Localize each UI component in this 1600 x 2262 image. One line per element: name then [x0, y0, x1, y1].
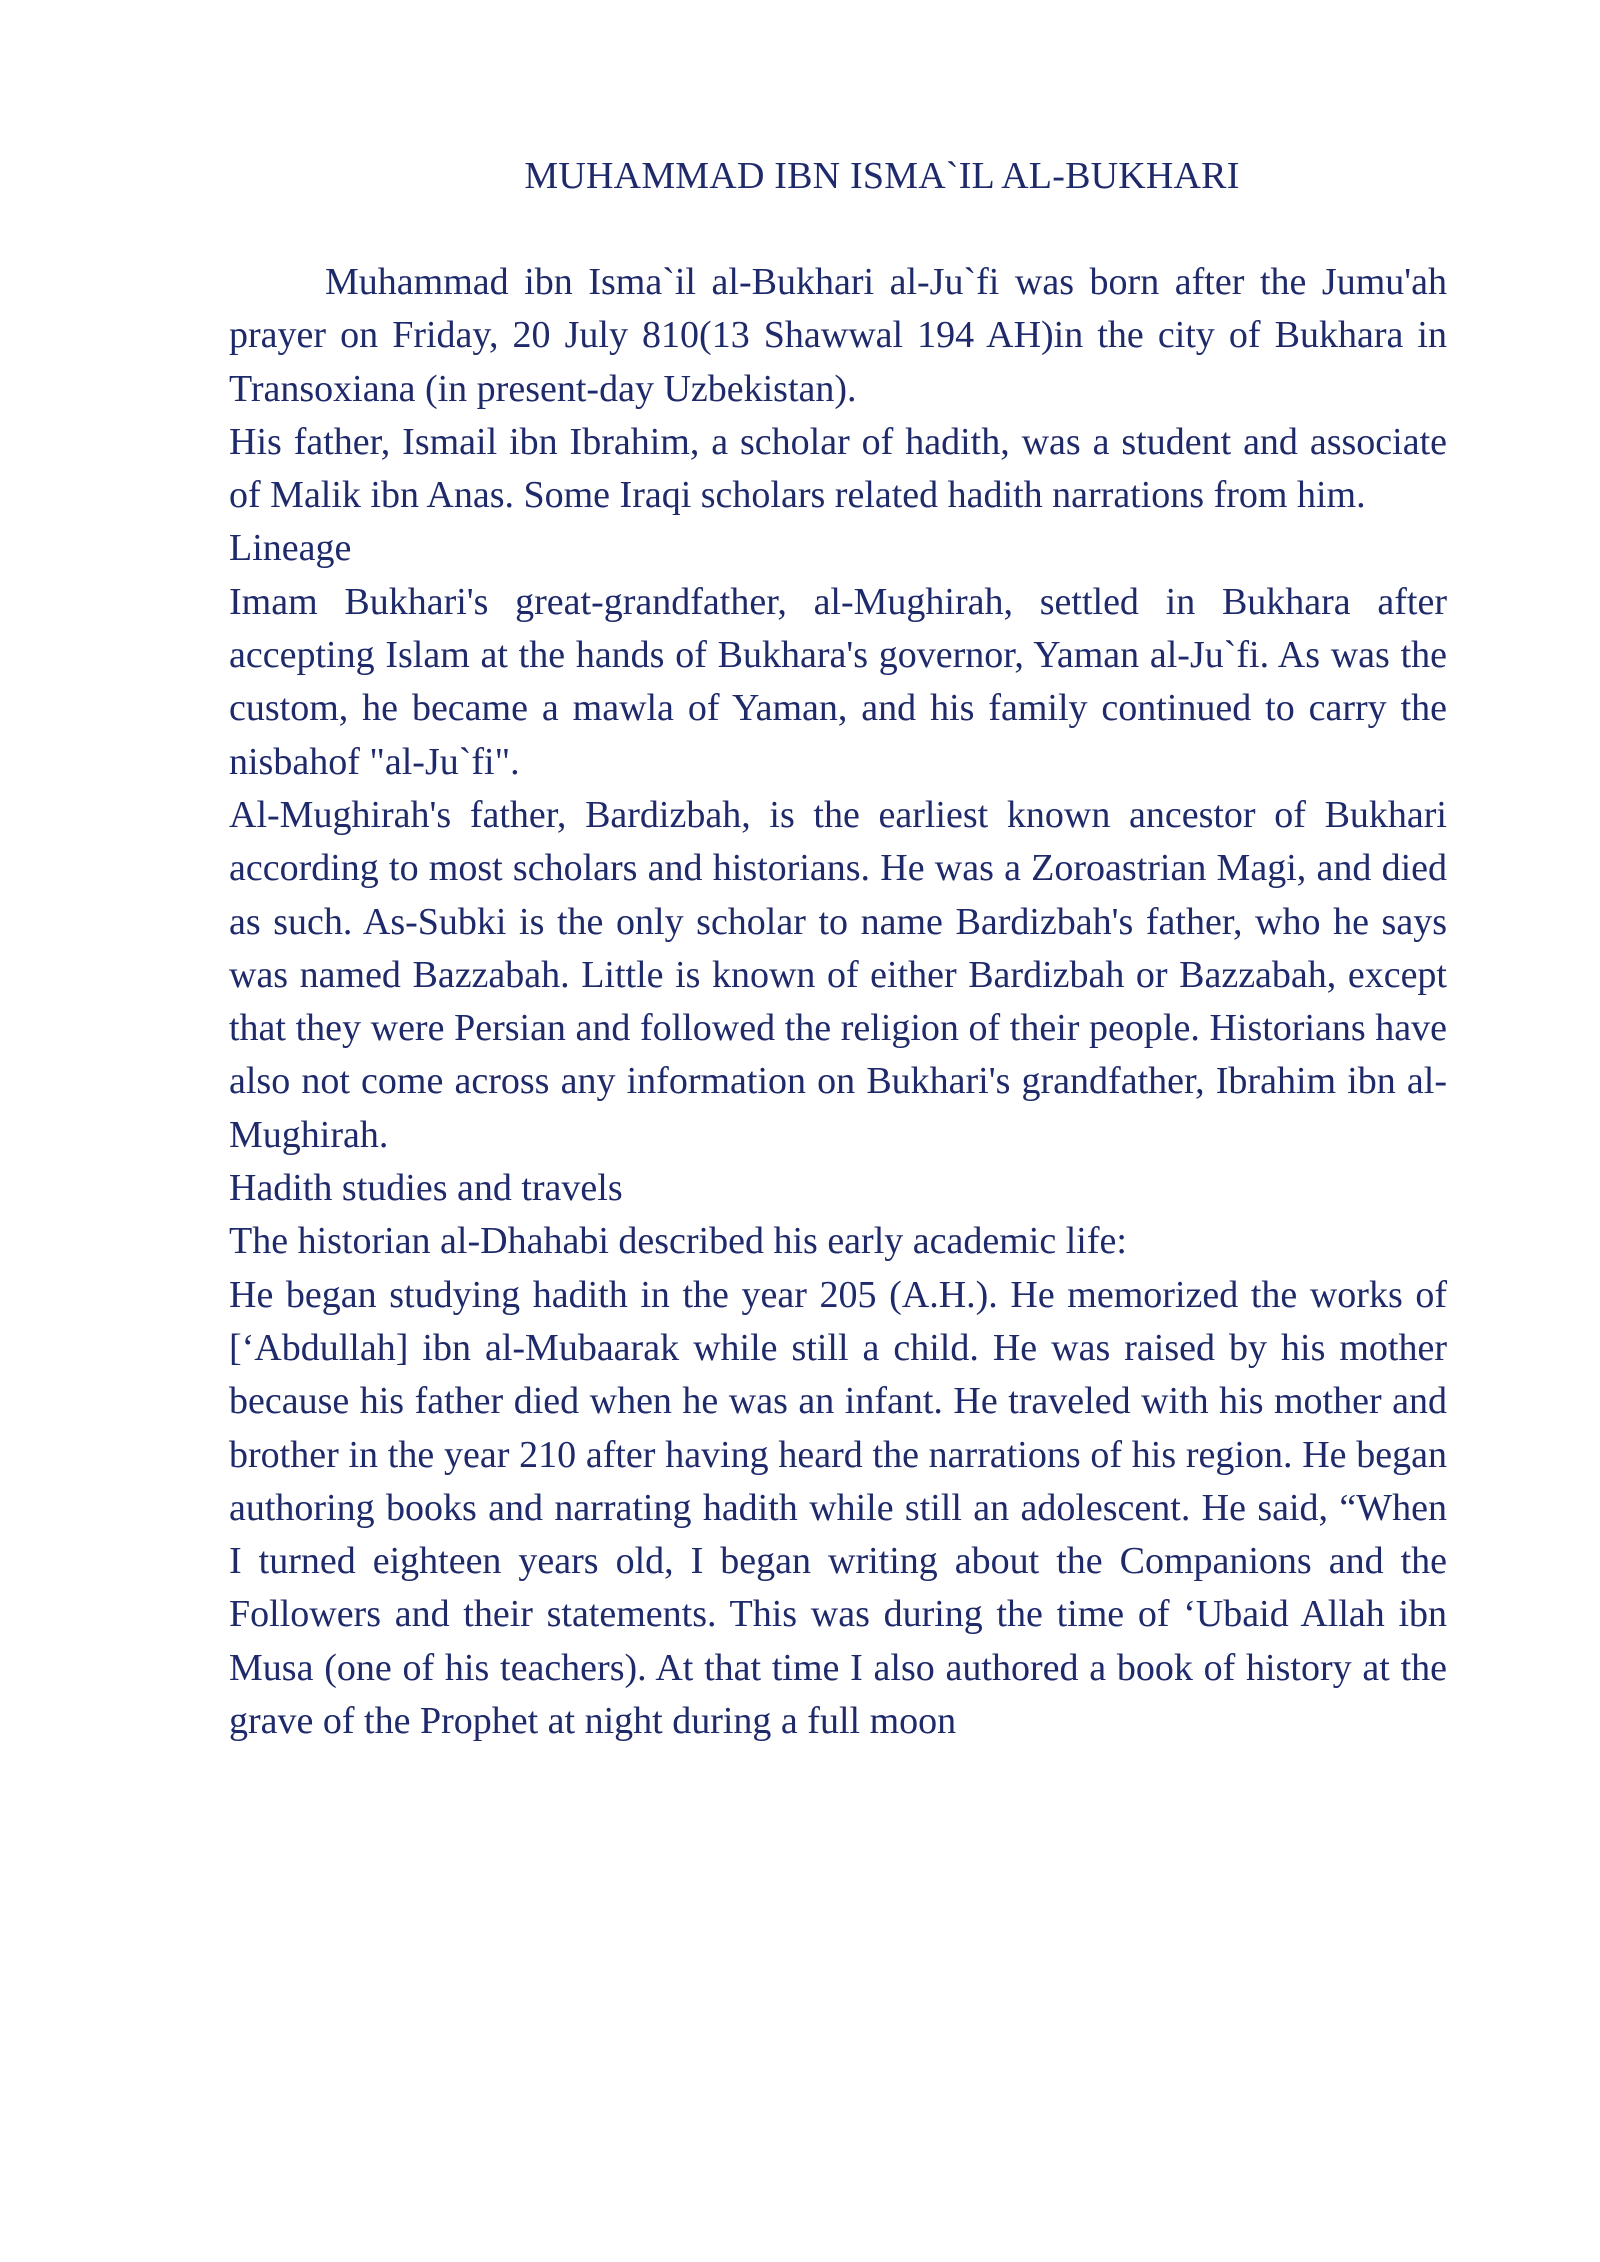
paragraph-dhahabi-intro: The historian al-Dhahabi described his early academic life:	[229, 1220, 1127, 1263]
paragraph-birth: Muhammad ibn Isma`il al-Bukhari al-Ju`fi was born after the Jumu'ah prayer on Friday, 20 July 810(13 Shawwal 194 AH)in the city of Bukhara in Transoxiana (in present-day Uzbekistan).	[229, 261, 1447, 410]
document-title: MUHAMMAD IBN ISMA`IL AL-BUKHARI	[524, 155, 1240, 197]
paragraph-early-life: He began studying hadith in the year 205 (A.H.). He memorized the works of [‘Abdullah] ibn al-Mubaarak while still a child. He was raised by his mother because his father died when he was an infant. He traveled with his mother and brother in the year 210 after having heard the narrations of his region. He began authoring books and narrating hadith while still an adolescent. He said, “When I turned eighteen years old, I began writing about the Companions and the Followers and their statements. This was during the time of ‘Ubaid Allah ibn Musa (one of his teachers). At that time I also authored a book of history at the grave of the Prophet at night during a full moon	[229, 1273, 1447, 1743]
paragraph-father: His father, Ismail ibn Ibrahim, a scholar of hadith, was a student and associate of Malik ibn Anas. Some Iraqi scholars related hadith narrations from him.	[229, 420, 1447, 517]
document-body	[229, 150, 1447, 1748]
paragraph-great-grandfather: Imam Bukhari's great-grandfather, al-Mughirah, settled in Bukhara after accepting Islam at the hands of Bukhara's governor, Yaman al-Ju`fi. As was the custom, he became a mawla of Yaman, and his family continued to carry the nisbahof "al-Ju`fi".	[229, 580, 1447, 783]
section-heading-hadith-studies: Hadith studies and travels	[229, 1167, 623, 1210]
section-heading-lineage: Lineage	[229, 527, 352, 570]
paragraph-ancestors: Al-Mughirah's father, Bardizbah, is the earliest known ancestor of Bukhari according to most scholars and historians. He was a Zoroastrian Magi, and died as such. As-Subki is the only scholar to name Bardizbah's father, who he says was named Bazzabah. Little is known of either Bardizbah or Bazzabah, except that they were Persian and followed the religion of their people. Historians have also not come across any information on Bukhari's grandfather, Ibrahim ibn al-Mughirah.	[229, 793, 1447, 1156]
